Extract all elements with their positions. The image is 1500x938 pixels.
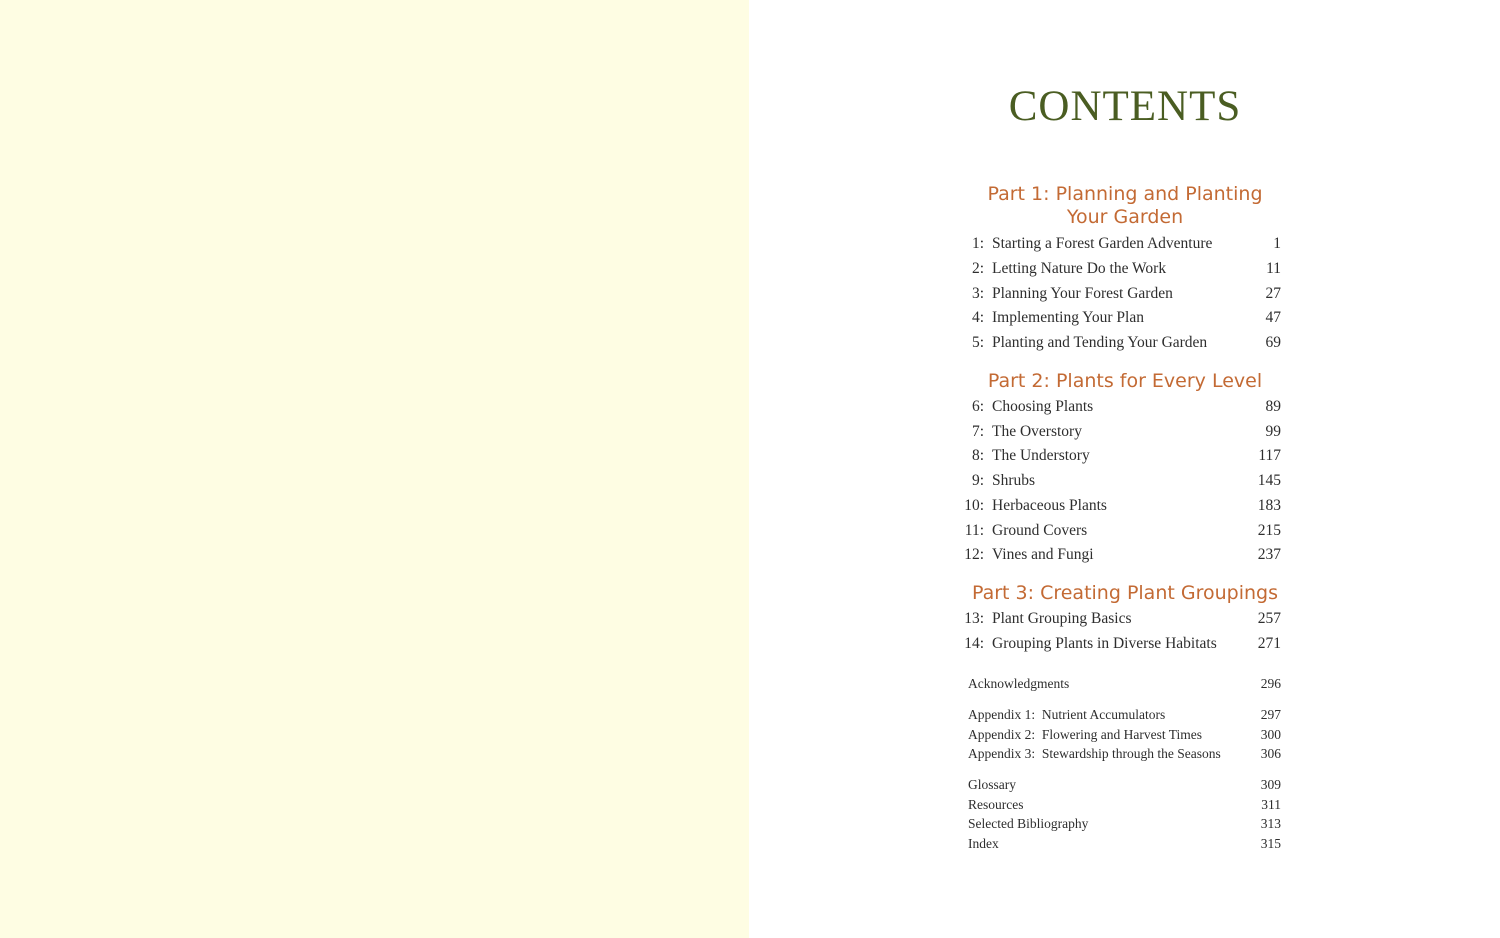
toc-chapter-8[interactable] (968, 447, 1281, 469)
chapter-title: Letting Nature Do the Work (992, 260, 1167, 277)
chapter-page: 69 (1265, 334, 1281, 351)
chapter-page: 237 (1257, 546, 1281, 563)
chapter-page: 215 (1257, 522, 1281, 539)
chapter-page: 27 (1265, 285, 1281, 302)
chapter-page: 117 (1258, 447, 1281, 464)
entry-title: Index (968, 836, 999, 851)
toc-resources[interactable] (968, 797, 1281, 815)
toc-chapter-6[interactable] (968, 398, 1281, 420)
toc-chapter-5[interactable] (968, 334, 1281, 356)
entry-page: 297 (1260, 707, 1281, 722)
toc-chapter-13[interactable] (964, 610, 1281, 632)
toc-chapter-7[interactable] (968, 423, 1281, 445)
toc-chapter-1[interactable] (968, 235, 1281, 257)
entry-title: Resources (968, 797, 1024, 812)
entry-page: 309 (1260, 777, 1281, 792)
chapter-number: 7: (971, 423, 984, 440)
entry-title: Appendix 1: Nutrient Accumulators (968, 707, 1166, 722)
chapter-title: Herbaceous Plants (992, 497, 1107, 514)
chapter-number: 2: (971, 260, 984, 277)
toc-chapter-10[interactable] (964, 497, 1281, 519)
toc-chapter-11[interactable] (964, 522, 1281, 544)
chapter-title: Vines and Fungi (992, 546, 1094, 563)
chapter-number: 8: (971, 447, 984, 464)
toc-appendix-3[interactable] (968, 746, 1281, 764)
chapter-title: Choosing Plants (992, 398, 1094, 415)
chapter-number: 13: (964, 610, 984, 627)
chapter-number: 9: (971, 472, 984, 489)
toc-chapter-4[interactable] (968, 309, 1281, 331)
part-1-heading-line-1: Part 1: Planning and Planting (987, 183, 1263, 205)
toc-chapter-14[interactable] (964, 635, 1281, 657)
toc-chapter-12[interactable] (964, 546, 1281, 568)
chapter-title: Starting a Forest Garden Adventure (992, 235, 1213, 252)
entry-title: Glossary (968, 777, 1016, 792)
chapter-page: 89 (1265, 398, 1281, 415)
chapter-number: 1: (971, 235, 984, 252)
chapter-title: Implementing Your Plan (992, 309, 1144, 326)
toc-chapter-3[interactable] (968, 285, 1281, 307)
toc-selected-bibliography[interactable] (968, 816, 1281, 834)
entry-title: Acknowledgments (968, 676, 1070, 691)
toc-glossary[interactable] (968, 777, 1281, 795)
chapter-page: 99 (1265, 423, 1281, 440)
entry-title: Selected Bibliography (968, 816, 1089, 831)
chapter-title: Ground Covers (992, 522, 1088, 539)
chapter-page: 271 (1257, 635, 1281, 652)
entry-title: Appendix 3: Stewardship through the Seasons (968, 746, 1221, 761)
chapter-page: 145 (1257, 472, 1281, 489)
left-blank-page (0, 0, 749, 938)
toc-appendix-2[interactable] (968, 727, 1281, 745)
entry-page: 313 (1260, 816, 1281, 831)
contents-title: CONTENTS (1008, 83, 1242, 130)
chapter-title: The Understory (992, 447, 1090, 464)
chapter-title: Shrubs (992, 472, 1036, 489)
chapter-number: 14: (964, 635, 984, 652)
entry-page: 300 (1260, 727, 1281, 742)
chapter-number: 3: (971, 285, 984, 302)
chapter-title: Plant Grouping Basics (992, 610, 1132, 627)
chapter-number: 12: (964, 546, 984, 563)
chapter-number: 5: (971, 334, 984, 351)
toc-acknowledgments[interactable] (968, 676, 1281, 694)
chapter-page: 257 (1257, 610, 1281, 627)
chapter-number: 4: (971, 309, 984, 326)
part-2-heading (960, 370, 1290, 393)
chapter-title: The Overstory (992, 423, 1082, 440)
part-2-heading-line-1: Part 2: Plants for Every Level (987, 370, 1263, 392)
toc-index[interactable] (968, 836, 1281, 854)
toc-chapter-2[interactable] (968, 260, 1281, 282)
chapter-number: 10: (964, 497, 984, 514)
toc-appendix-1[interactable] (968, 707, 1281, 725)
chapter-page: 11 (1266, 260, 1281, 277)
chapter-title: Planning Your Forest Garden (992, 285, 1173, 302)
part-3-heading-line-1: Part 3: Creating Plant Groupings (972, 582, 1278, 604)
chapter-page: 1 (1273, 235, 1281, 252)
chapter-number: 6: (971, 398, 984, 415)
chapter-number: 11: (964, 522, 984, 539)
entry-page: 306 (1260, 746, 1281, 761)
chapter-title: Grouping Plants in Diverse Habitats (992, 635, 1217, 652)
part-1-heading-line-2: Your Garden (1066, 206, 1184, 228)
chapter-page: 183 (1257, 497, 1281, 514)
toc-chapter-9[interactable] (968, 472, 1281, 494)
entry-page: 311 (1261, 797, 1281, 812)
part-1-heading (960, 183, 1290, 229)
entry-page: 315 (1260, 836, 1281, 851)
entry-title: Appendix 2: Flowering and Harvest Times (968, 727, 1202, 742)
chapter-page: 47 (1265, 309, 1281, 326)
part-3-heading (960, 582, 1290, 605)
entry-page: 296 (1260, 676, 1281, 691)
chapter-title: Planting and Tending Your Garden (992, 334, 1208, 351)
